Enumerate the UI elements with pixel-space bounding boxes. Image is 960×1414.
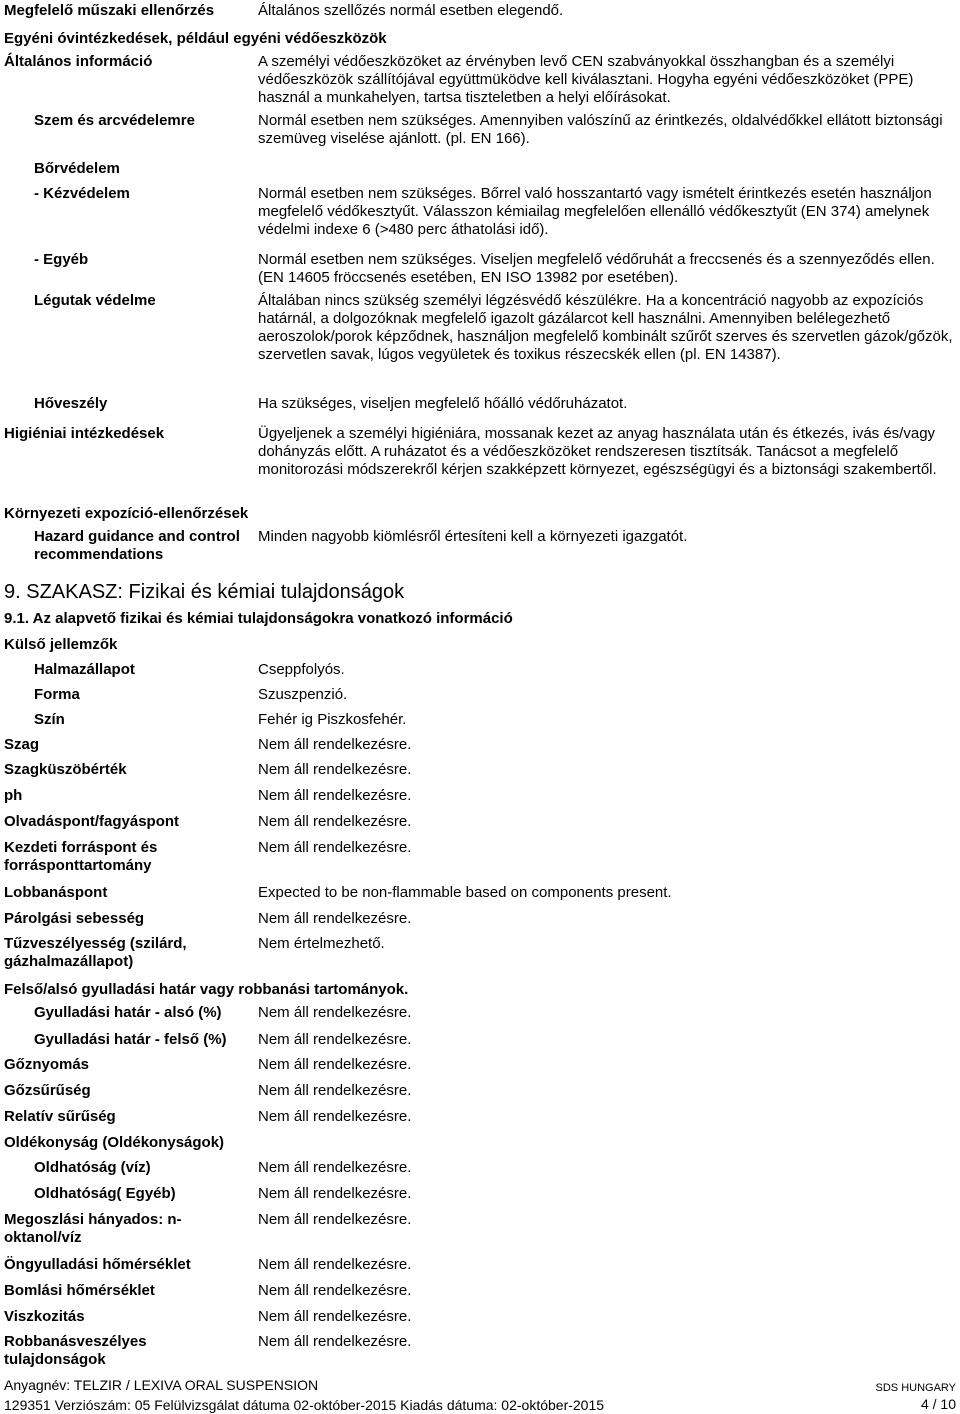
engineering-controls-label: Megfelelő műszaki ellenőrzés <box>4 2 215 19</box>
evaporation-rate-label: Párolgási sebesség <box>4 910 145 927</box>
decomposition-label: Bomlási hőmérséklet <box>4 1282 155 1299</box>
boiling-point-value: Nem áll rendelkezésre. <box>258 839 412 856</box>
lower-limit-value: Nem áll rendelkezésre. <box>258 1004 412 1021</box>
solubility-water-label: Oldhatóság (víz) <box>34 1159 151 1176</box>
thermal-hazards-label: Hőveszély <box>34 395 108 412</box>
hygiene-measures-value: Ügyeljenek a személyi higiéniára, mossanak kezet az anyag használata után és étkezés, ivás és/vagy dohányzás előtt. A ruházatot és a védőeszközöket rendszeresen tisztítsák. Tanácsot a megfelelő monitorozási módszerekről kérjen szakképzett környezet, egészségügyi és a biztonsági szakembertől. <box>258 425 937 478</box>
ph-label: ph <box>4 787 23 804</box>
flash-point-label: Lobbanáspont <box>4 884 108 901</box>
respiratory-protection-value: Általában nincs szükség személyi légzésvédő készülékre. Ha a koncentráció nagyobb az expozíciós határnál, a dolgozóknak megfelelő igazolt gázálarcot kell használni. Amennyiben belélegezhető aeroszolok/porok képződnek, használjon megfelelő kombinált szűrőt szerves és szervetlen gázok/gőzök, szervetlen savak, lúgos vegyületek és toxikus részecskék ellen (pl. EN 14387). <box>258 292 953 363</box>
footer-product-name: Anyagnév: TELZIR / LEXIVA ORAL SUSPENSION <box>4 1377 319 1393</box>
hand-protection-label: - Kézvédelem <box>34 185 130 202</box>
solubility-water-value: Nem áll rendelkezésre. <box>258 1159 412 1176</box>
odor-value: Nem áll rendelkezésre. <box>258 736 412 753</box>
solubility-other-value: Nem áll rendelkezésre. <box>258 1185 412 1202</box>
flammability-limits-heading: Felső/alsó gyulladási határ vagy robbanási tartományok. <box>4 981 409 998</box>
vapor-pressure-label: Gőznyomás <box>4 1056 90 1073</box>
engineering-controls-value: Általános szellőzés normál esetben elegendő. <box>258 2 564 19</box>
vapor-pressure-value: Nem áll rendelkezésre. <box>258 1056 412 1073</box>
section-9-title: 9. SZAKASZ: Fizikai és kémiai tulajdonságok <box>4 581 405 603</box>
environmental-controls-heading: Környezeti expozíció-ellenőrzések <box>4 505 249 522</box>
hazard-guidance-value: Minden nagyobb kiömlésről értesíteni kell a környezeti igazgatót. <box>258 528 688 545</box>
solubility-heading: Oldékonyság (Oldékonyságok) <box>4 1134 225 1151</box>
odor-threshold-label: Szagküszöbérték <box>4 761 127 778</box>
melting-point-label: Olvadáspont/fagyáspont <box>4 813 180 830</box>
odor-label: Szag <box>4 736 40 753</box>
footer-page-number: 4 / 10 <box>920 1396 956 1412</box>
other-protection-label: - Egyéb <box>34 251 89 268</box>
autoignition-value: Nem áll rendelkezésre. <box>258 1256 412 1273</box>
boiling-point-label: Kezdeti forráspont és forrásponttartomány <box>4 839 158 874</box>
general-info-label: Általános információ <box>4 53 153 70</box>
vapor-density-label: Gőzsűrűség <box>4 1082 91 1099</box>
upper-limit-value: Nem áll rendelkezésre. <box>258 1031 412 1048</box>
hazard-guidance-label: Hazard guidance and control recommendations <box>34 528 240 563</box>
hygiene-measures-label: Higiéniai intézkedések <box>4 425 165 442</box>
upper-limit-label: Gyulladási határ - felső (%) <box>34 1031 227 1048</box>
partition-coefficient-label: Megoszlási hányados: n-oktanol/víz <box>4 1211 182 1246</box>
ppe-heading: Egyéni óvintézkedések, például egyéni védőeszközök <box>4 30 387 47</box>
partition-coefficient-value: Nem áll rendelkezésre. <box>258 1211 412 1228</box>
eye-protection-label: Szem és arcvédelemre <box>34 112 195 129</box>
autoignition-label: Öngyulladási hőmérséklet <box>4 1256 191 1273</box>
relative-density-label: Relatív sűrűség <box>4 1108 116 1125</box>
thermal-hazards-value: Ha szükséges, viseljen megfelelő hőálló védőruházatot. <box>258 395 628 412</box>
section-9-1-title: 9.1. Az alapvető fizikai és kémiai tulajdonságokra vonatkozó információ <box>4 610 513 627</box>
physical-state-label: Halmazállapot <box>34 661 135 678</box>
skin-protection-label: Bőrvédelem <box>34 160 120 177</box>
flammability-value: Nem értelmezhető. <box>258 935 385 952</box>
flammability-label: Tűzveszélyesség (szilárd, gázhalmazállapot) <box>4 935 187 970</box>
general-info-value: A személyi védőeszközöket az érvényben levő CEN szabványokkal összhangban és a személyi védőeszközök szállítójával együttmüködve kell kiválasztani. Hogyha egyéni védőeszközöket (PPE) használ a munkahelyen, tartsa tiszteletben a helyi előírásokat. <box>258 53 914 106</box>
ph-value: Nem áll rendelkezésre. <box>258 787 412 804</box>
hand-protection-value: Normál esetben nem szükséges. Bőrrel való hosszantartó vagy ismételt érintkezés esetén használjon megfelelő védőkesztyűt. Válasszon kémiailag megfelelően ellenálló védőkesztyűt (EN 374) amelynek védelmi indexe 6 (>480 perc áthatolási idő). <box>258 185 932 238</box>
flash-point-value: Expected to be non-flammable based on components present. <box>258 884 672 901</box>
footer-sds-label: SDS HUNGARY <box>875 1382 956 1394</box>
physical-state-value: Cseppfolyós. <box>258 661 345 678</box>
viscosity-label: Viszkozitás <box>4 1308 85 1325</box>
appearance-heading: Külső jellemzők <box>4 636 118 653</box>
explosive-properties-label: Robbanásveszélyes tulajdonságok <box>4 1333 147 1368</box>
odor-threshold-value: Nem áll rendelkezésre. <box>258 761 412 778</box>
eye-protection-value: Normál esetben nem szükséges. Amennyiben valószínű az érintkezés, oldalvédőkkel ellátott biztonsági szemüveg viselése ajánlott. (pl. EN 166). <box>258 112 943 147</box>
form-value: Szuszpenzió. <box>258 686 348 703</box>
vapor-density-value: Nem áll rendelkezésre. <box>258 1082 412 1099</box>
evaporation-rate-value: Nem áll rendelkezésre. <box>258 910 412 927</box>
color-value: Fehér ig Piszkosfehér. <box>258 711 407 728</box>
melting-point-value: Nem áll rendelkezésre. <box>258 813 412 830</box>
form-label: Forma <box>34 686 80 703</box>
solubility-other-label: Oldhatóság( Egyéb) <box>34 1185 176 1202</box>
respiratory-protection-label: Légutak védelme <box>34 292 156 309</box>
explosive-properties-value: Nem áll rendelkezésre. <box>258 1333 412 1350</box>
relative-density-value: Nem áll rendelkezésre. <box>258 1108 412 1125</box>
footer-document-info: 129351 Verziószám: 05 Felülvizsgálat dátuma 02-október-2015 Kiadás dátuma: 02-október-2015 <box>4 1397 605 1413</box>
other-protection-value: Normál esetben nem szükséges. Viseljen megfelelő védőruhát a freccsenés és a szennyeződés ellen. (EN 14605 fröccsenés esetében, EN ISO 13982 por esetében). <box>258 251 935 286</box>
lower-limit-label: Gyulladási határ - alsó (%) <box>34 1004 222 1021</box>
color-label: Szín <box>34 711 65 728</box>
decomposition-value: Nem áll rendelkezésre. <box>258 1282 412 1299</box>
viscosity-value: Nem áll rendelkezésre. <box>258 1308 412 1325</box>
